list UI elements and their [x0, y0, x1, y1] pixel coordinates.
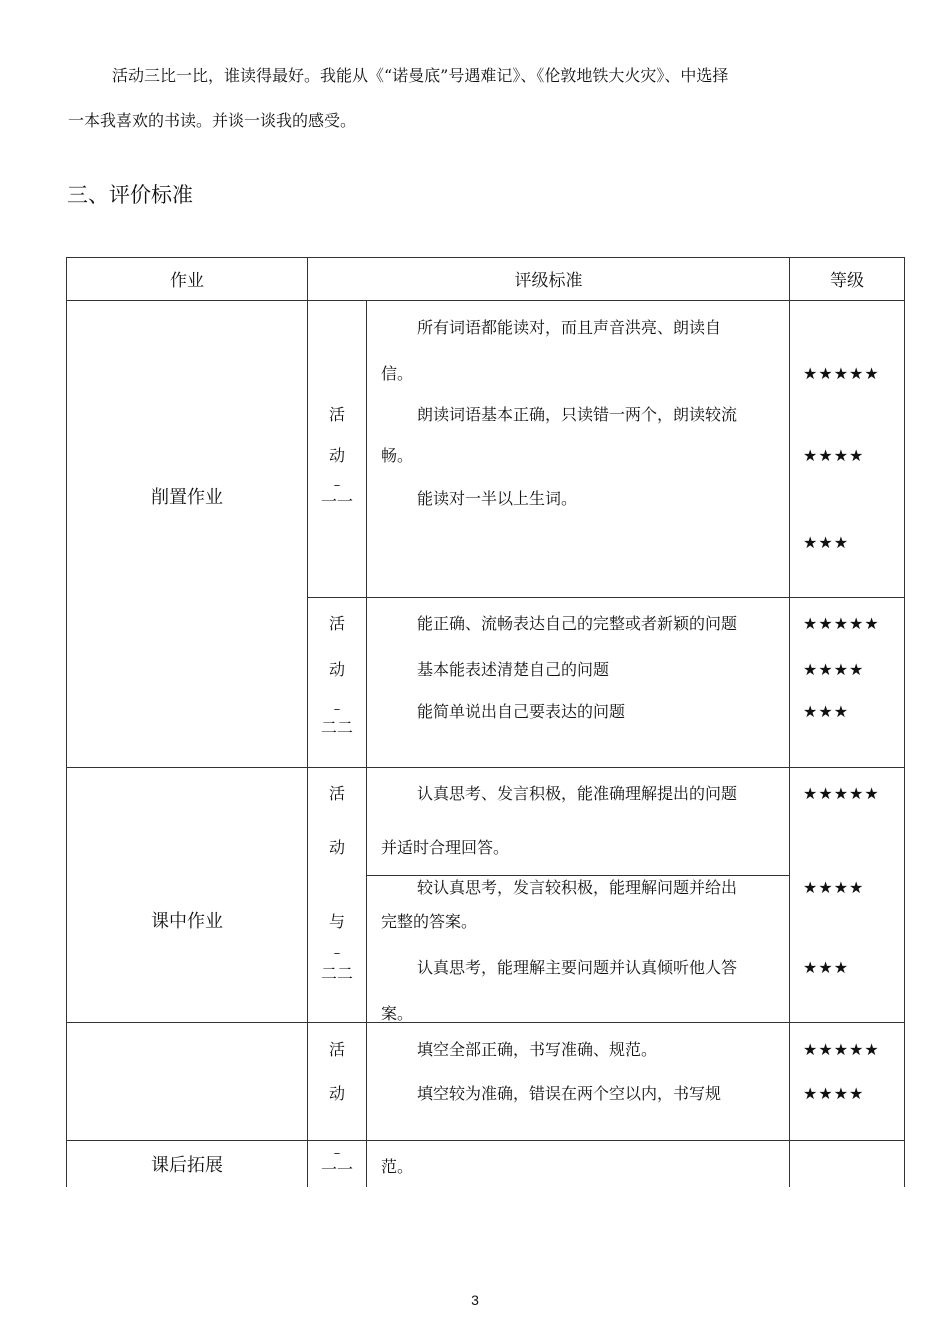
star-rating: ★★★ [803, 702, 850, 721]
activity-label-char: – [333, 946, 341, 961]
criterion-text: 所有词语都能读对，而且声音洪亮、朗读自 [417, 318, 722, 337]
criterion-text: 认真思考，能理解主要问题并认真倾听他人答 [417, 958, 738, 977]
criterion-text: 完整的答案。 [381, 912, 478, 931]
intro-line-1: 活动三比一比，谁读得最好。我能从《“诺曼底”号遇难记》、《伦敦地铁大火灾》、中选择 [112, 66, 729, 85]
star-rating: ★★★★★ [803, 784, 880, 803]
star-rating: ★★★★ [803, 660, 865, 679]
criterion-text: 案。 [381, 1004, 414, 1023]
category-preclass: 削置作业 [151, 487, 223, 508]
criterion-text: 填空全部正确，书写准确、规范。 [417, 1040, 658, 1059]
star-rating: ★★★★★ [803, 1040, 880, 1059]
criterion-text: 信。 [381, 364, 414, 383]
criterion-text: 能简单说出自己要表达的问题 [417, 702, 626, 721]
activity-label-char: 动 [328, 446, 345, 465]
page-number: 3 [471, 1292, 479, 1308]
star-rating: ★★★ [803, 533, 850, 552]
criterion-text: 认真思考、发言积极，能准确理解提出的问题 [417, 784, 738, 803]
activity-label-char: 与 [328, 912, 345, 931]
activity-label-char: 二二 [320, 718, 353, 737]
activity-label-char: 动 [328, 1084, 345, 1103]
header-grade: 等级 [830, 271, 864, 291]
category-inclass: 课中作业 [151, 911, 223, 932]
category-afterclass: 课后拓展 [151, 1155, 223, 1176]
activity-label-char: – [333, 1146, 341, 1161]
criterion-text: 能读对一半以上生词。 [417, 489, 578, 508]
activity-label-char: – [333, 702, 341, 717]
criterion-text: 范。 [381, 1157, 414, 1176]
criterion-text: 填空较为准确，错误在两个空以内，书写规 [417, 1084, 722, 1103]
activity-label-char: – [333, 478, 341, 493]
criterion-text: 基本能表述清楚自己的问题 [417, 660, 610, 679]
criterion-text: 朗读词语基本正确，只读错一两个，朗读较流 [417, 405, 738, 424]
criterion-text: 畅。 [381, 446, 414, 465]
activity-label-char: 活 [328, 784, 345, 803]
header-homework: 作业 [170, 271, 204, 291]
activity-label-char: 活 [328, 405, 345, 424]
activity-label-char: 活 [328, 1040, 345, 1059]
section-heading: 三、评价标准 [67, 183, 193, 207]
activity-label-char: 二二 [320, 964, 353, 983]
criterion-text: 并适时合理回答。 [381, 838, 510, 857]
star-rating: ★★★★★ [803, 364, 880, 383]
activity-label-char: 动 [328, 660, 345, 679]
criterion-text: 能正确、流畅表达自己的完整或者新颖的问题 [417, 614, 738, 633]
activity-label-char: 动 [328, 838, 345, 857]
star-rating: ★★★★ [803, 878, 865, 897]
activity-label-char: 一一 [320, 1160, 353, 1179]
star-rating: ★★★★★ [803, 614, 880, 633]
intro-line-2: 一本我喜欢的书读。并谈一谈我的感受。 [68, 111, 357, 130]
star-rating: ★★★★ [803, 446, 865, 465]
star-rating: ★★★★ [803, 1084, 865, 1103]
activity-label-char: 一一 [320, 492, 353, 511]
star-rating: ★★★ [803, 958, 850, 977]
criterion-text: 较认真思考，发言较积极，能理解问题并给出 [417, 878, 738, 897]
activity-label-char: 活 [328, 614, 345, 633]
header-criteria: 评级标准 [514, 271, 583, 291]
